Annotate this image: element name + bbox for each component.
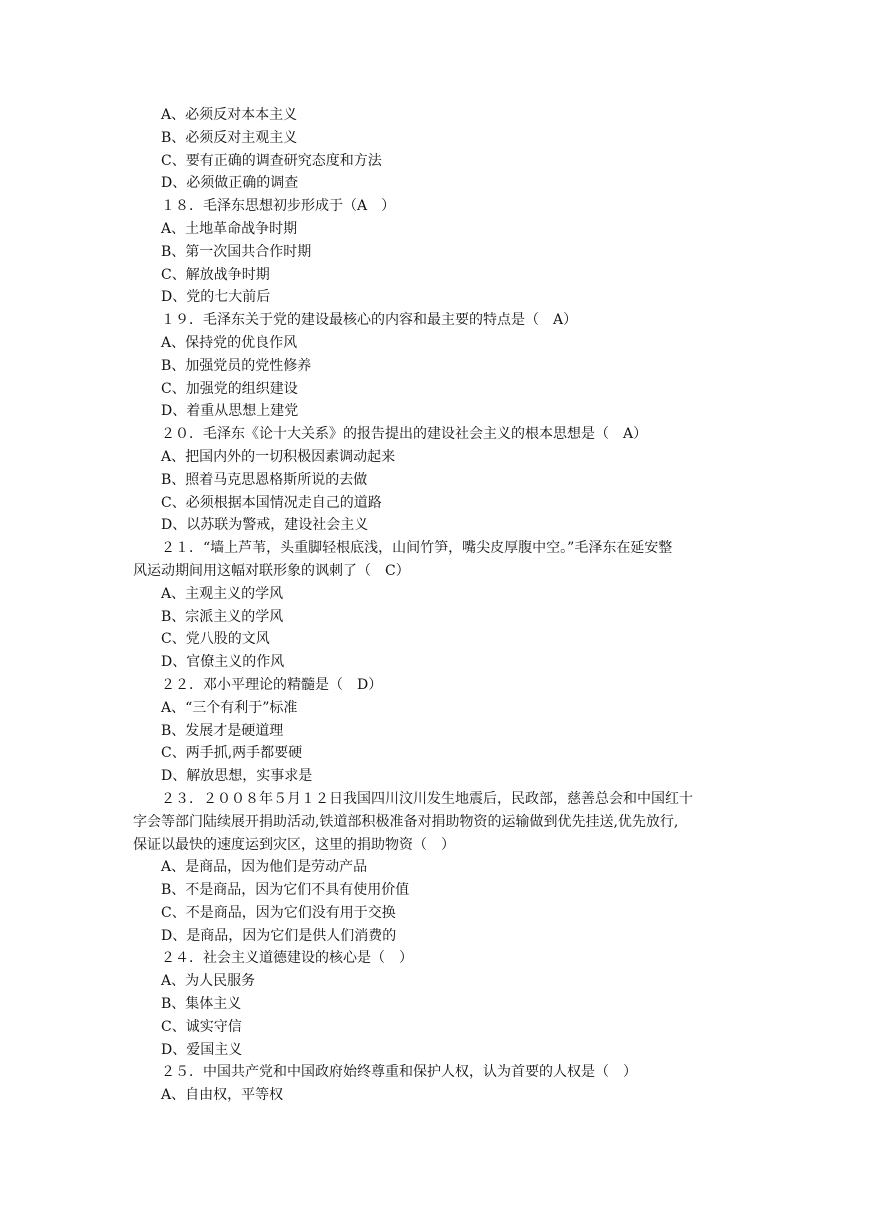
question-line: ２０．毛泽东《论十大关系》的报告提出的建设社会主义的根本思想是（ A） — [161, 426, 648, 443]
question-line: ２２．邓小平理论的精髓是（ D） — [161, 676, 383, 693]
option-line: B、第一次国共合作时期 — [161, 243, 312, 260]
option-line: A、必须反对本本主义 — [161, 107, 298, 123]
option-line: A、把国内外的一切积极因素调动起来 — [161, 448, 396, 465]
question-continuation-line: 保证以最快的速度运到灾区，这里的捐助物资（ ） — [133, 836, 455, 853]
option-line: D、官僚主义的作风 — [161, 654, 285, 671]
question-line: ２４．社会主义道德建设的核心是（ ） — [161, 950, 413, 967]
option-line: B、照着马克思恩格斯所说的去做 — [161, 471, 368, 488]
option-line: B、发展才是硬道理 — [161, 722, 284, 739]
option-line: D、着重从思想上建党 — [161, 403, 299, 420]
question-line: ２５．中国共产党和中国政府始终尊重和保护人权，认为首要的人权是（ ） — [161, 1064, 637, 1081]
option-line: C、不是商品，因为它们没有用于交换 — [161, 904, 396, 921]
option-line: A、“三个有利于”标准 — [161, 699, 298, 716]
option-line: C、党八股的文风 — [161, 631, 270, 648]
option-line: D、解放思想，实事求是 — [161, 768, 313, 785]
question-continuation-line: 风运动期间用这幅对联形象的讽刺了（ C） — [133, 562, 410, 579]
option-line: C、加强党的组织建设 — [161, 380, 298, 397]
option-line: A、主观主义的学风 — [161, 585, 284, 602]
option-line: B、集体主义 — [161, 996, 242, 1013]
option-line: A、自由权，平等权 — [161, 1087, 284, 1104]
question-line: ２３．２００８年５月１２日我国四川汶川发生地震后，民政部，慈善总会和中国红十 — [161, 790, 693, 807]
option-line: B、加强党员的党性修养 — [161, 357, 312, 374]
question-line: ２１．“墙上芦苇，头重脚轻根底浅，山间竹笋，嘴尖皮厚腹中空。”毛泽东在延安整 — [161, 540, 673, 557]
option-line: C、两手抓,两手都要硬 — [161, 745, 303, 762]
option-line: A、保持党的优良作风 — [161, 334, 298, 351]
document-body — [133, 104, 741, 1107]
option-line: D、党的七大前后 — [161, 289, 271, 306]
option-line: A、是商品，因为他们是劳动产品 — [161, 859, 368, 876]
option-line: D、必须做正确的调查 — [161, 175, 299, 192]
option-line: A、为人民服务 — [161, 973, 256, 990]
option-line: C、必须根据本国情况走自己的道路 — [161, 494, 382, 511]
option-line: D、爱国主义 — [161, 1041, 243, 1058]
option-line: D、是商品，因为它们是供人们消费的 — [161, 927, 397, 944]
option-line: C、要有正确的调查研究态度和方法 — [161, 152, 382, 169]
question-line: １９．毛泽东关于党的建设最核心的内容和最主要的特点是（ A） — [161, 312, 578, 329]
option-line: D、以苏联为警戒，建设社会主义 — [161, 517, 369, 534]
option-line: B、不是商品，因为它们不具有使用价值 — [161, 882, 410, 899]
option-line: B、宗派主义的学风 — [161, 608, 284, 625]
question-continuation-line: 字会等部门陆续展开捐助活动,铁道部积极准备对捐助物资的运输做到优先挂送,优先放行, — [133, 813, 679, 830]
question-line: １８．毛泽东思想初步形成于（A ） — [161, 198, 396, 215]
option-line: B、必须反对主观主义 — [161, 129, 298, 146]
option-line: C、解放战争时期 — [161, 266, 270, 283]
option-line: A、土地革命战争时期 — [161, 220, 298, 237]
option-line: C、诚实守信 — [161, 1018, 242, 1035]
